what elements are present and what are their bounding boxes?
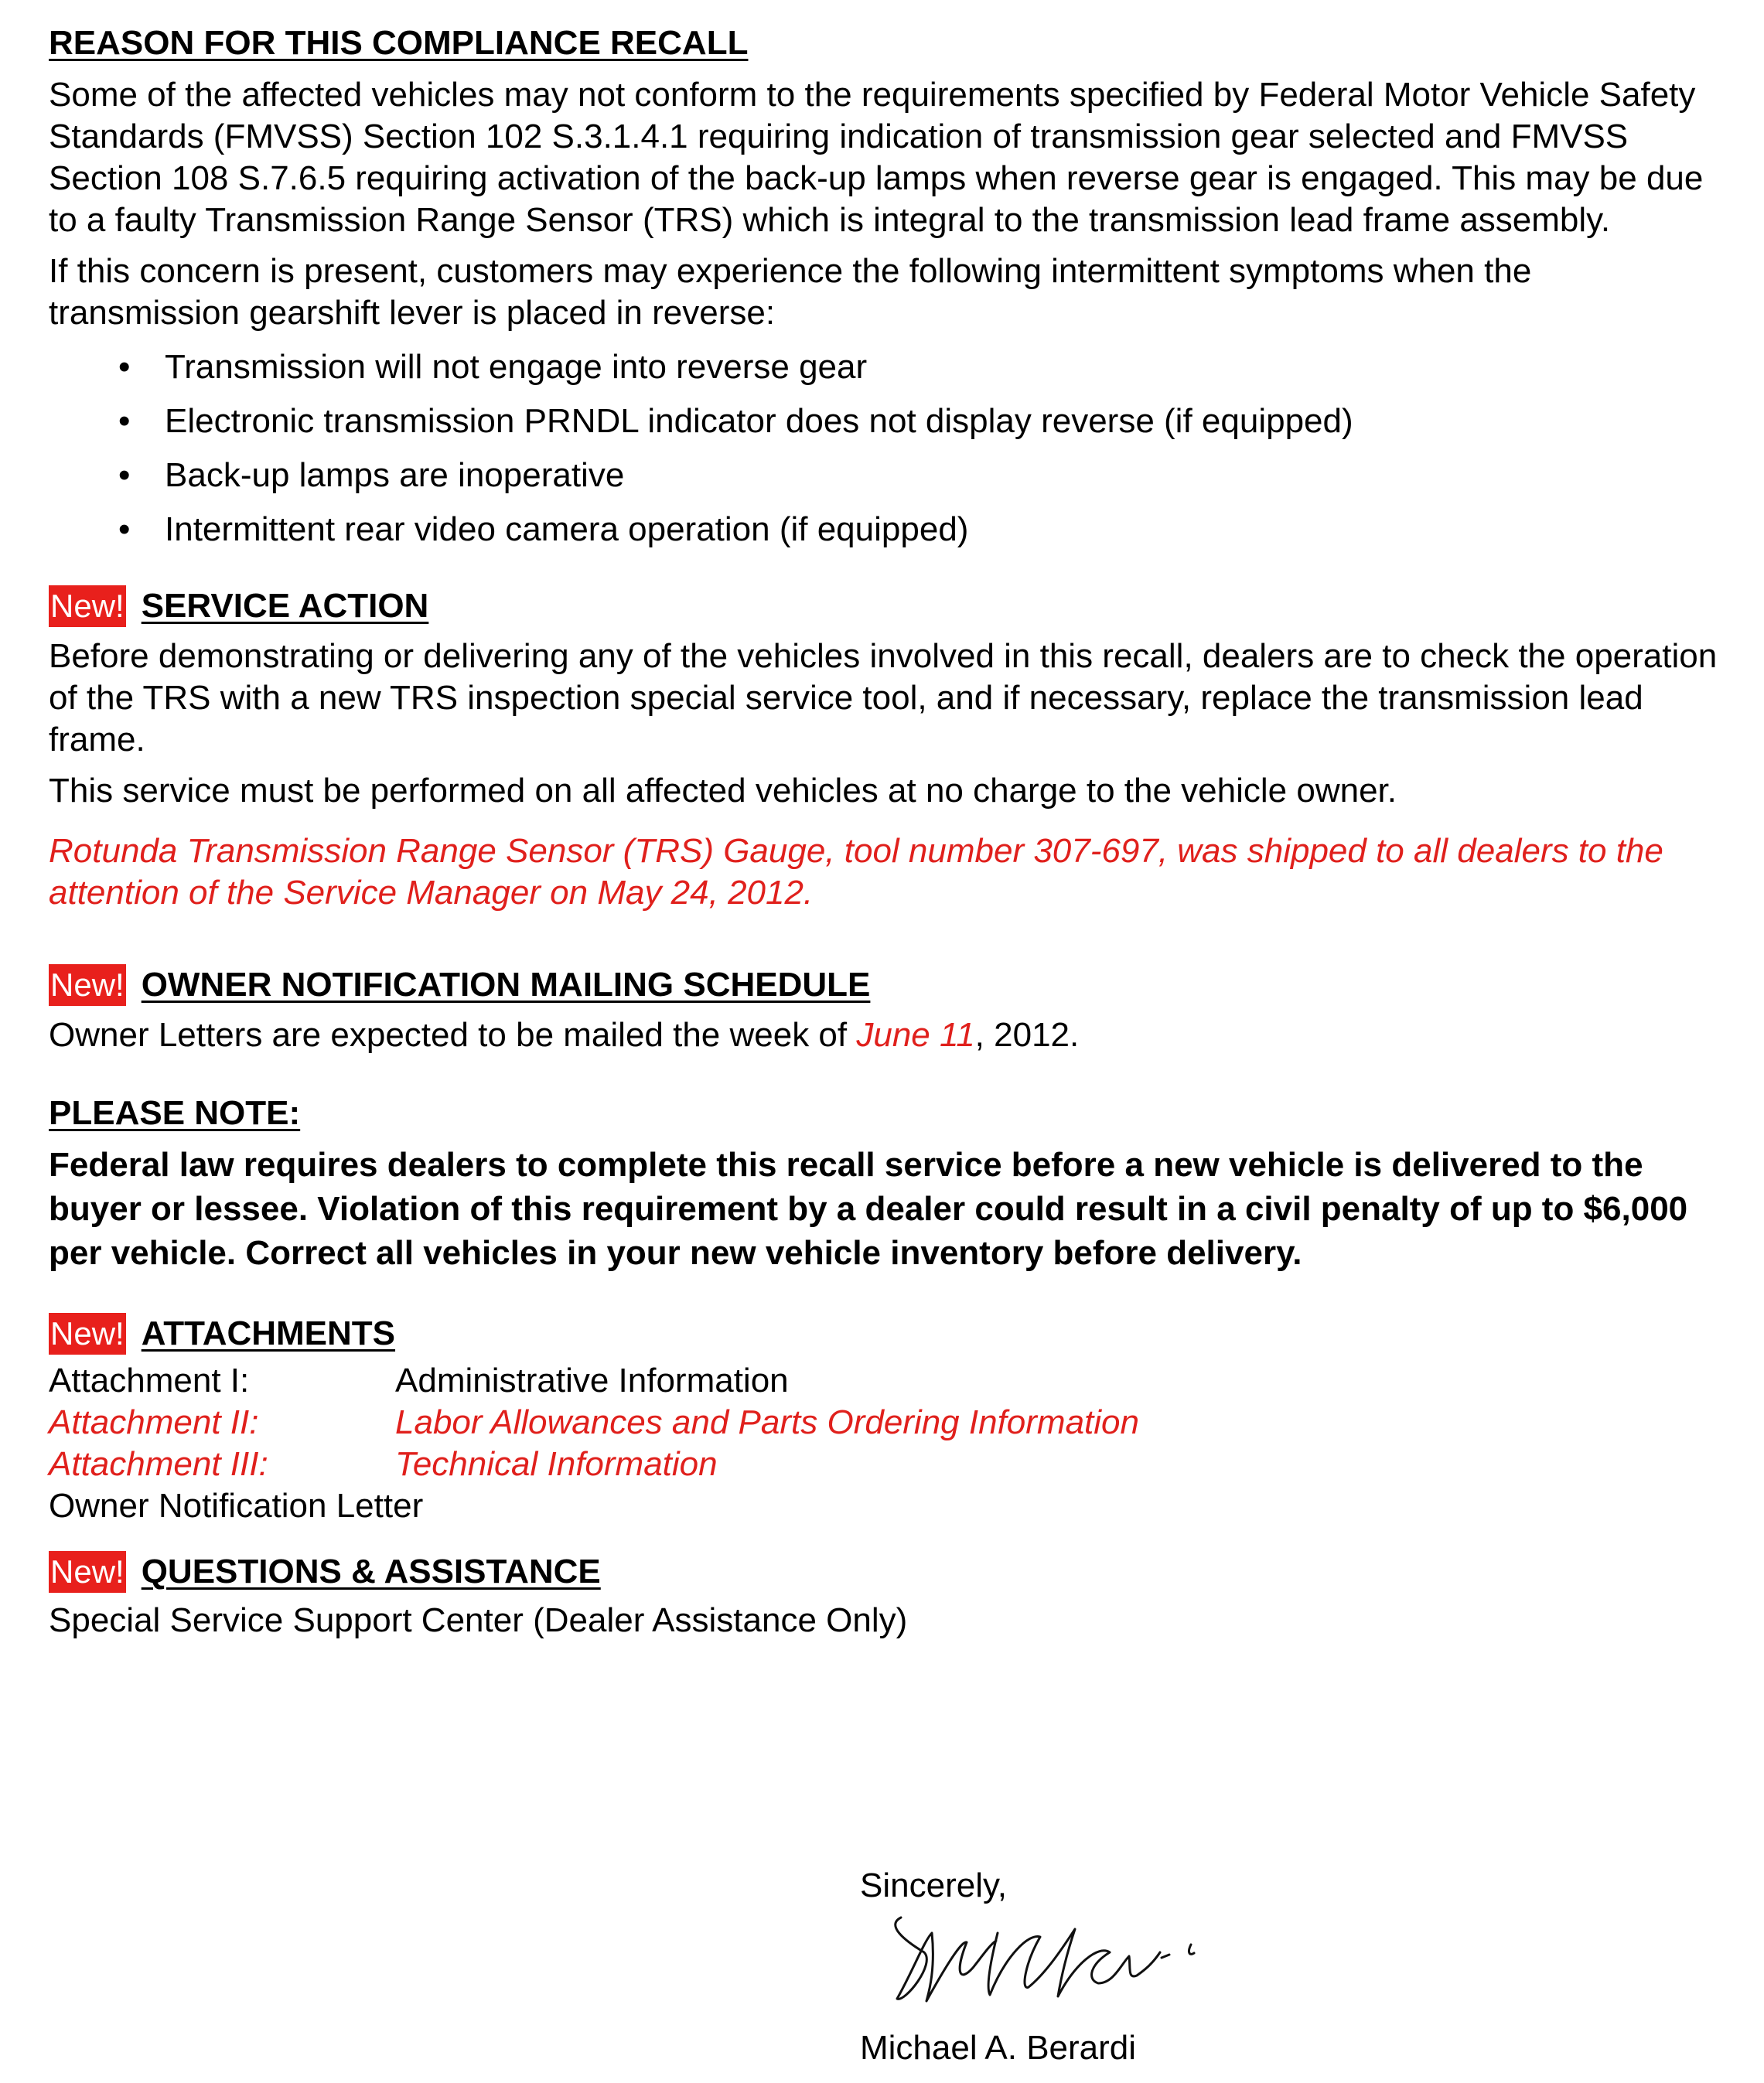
new-badge: New!: [49, 1313, 126, 1355]
owner-heading-row: [49, 963, 1727, 1007]
mailing-date: June 11: [856, 1016, 975, 1054]
reason-paragraph-2: If this concern is present, customers may experience the following intermittent symptoms when the transmission gearshift lever is placed in reverse:: [49, 252, 1532, 332]
salutation: Sincerely,: [860, 1867, 1007, 1904]
new-badge: New!: [49, 964, 126, 1006]
service-heading: SERVICE ACTION: [141, 587, 429, 625]
list-item: Attachment III: Technical Information: [49, 1445, 718, 1483]
federal-law-notice: Federal law requires dealers to complete this recall service before a new vehicle is delivered to the buyer or lessee. Violation of this requirement by a dealer could result in a civil penalty of up to $6,000 per vehicle. Correct all vehicles in your new vehicle inventory before delivery.: [49, 1146, 1688, 1272]
reason-paragraph-1: Some of the affected vehicles may not conform to the requirements specified by Federal Motor Vehicle Safety Standards (FMVSS) Section 102 S.3.1.4.1 requiring indication of transmission gear selected and FMVSS Section 108 S.7.6.5 requiring activation of the back-up lamps when reverse gear is engaged. This may be due to a faulty Transmission Range Sensor (TRS) which is integral to the transmission lead frame assembly.: [49, 76, 1704, 239]
list-item: • Back-up lamps are inoperative: [49, 455, 1727, 496]
list-item: • Transmission will not engage into reverse gear: [49, 346, 1727, 388]
service-heading-row: [49, 585, 1727, 628]
attachments-list: [49, 1360, 1727, 1527]
new-badge: New!: [49, 1551, 126, 1593]
bullet-icon: •: [118, 348, 131, 386]
service-paragraph-1: Before demonstrating or delivering any of the vehicles involved in this recall, dealers are to check the operation of the TRS with a new TRS inspection special service tool, and if necessary, replace the transmission lead frame.: [49, 637, 1718, 759]
owner-heading: OWNER NOTIFICATION MAILING SCHEDULE: [141, 966, 871, 1004]
questions-heading-row: [49, 1550, 1727, 1594]
list-item: Owner Notification Letter: [49, 1487, 424, 1525]
bullet-icon: •: [118, 456, 131, 494]
attachments-heading: ATTACHMENTS: [141, 1314, 396, 1352]
list-item: • Electronic transmission PRNDL indicator does not display reverse (if equipped): [49, 401, 1727, 442]
list-item: Attachment II: Labor Allowances and Parts Ordering Information: [49, 1403, 1139, 1441]
symptom-list: [49, 346, 1727, 551]
bullet-icon: •: [118, 402, 131, 440]
list-item: Attachment I: Administrative Information: [49, 1362, 789, 1399]
bullet-icon: •: [118, 510, 131, 548]
owner-mailing-text: Owner Letters are expected to be mailed the week of June 11, 2012.: [49, 1016, 1080, 1054]
questions-text: Special Service Support Center (Dealer Assistance Only): [49, 1601, 908, 1639]
document-page: [49, 22, 1727, 1642]
list-item: • Intermittent rear video camera operation (if equipped): [49, 509, 1727, 551]
attachments-heading-row: [49, 1312, 1727, 1355]
signer-name: Michael A. Berardi: [860, 2029, 1137, 2067]
service-paragraph-2: This service must be performed on all affected vehicles at no charge to the vehicle owner.: [49, 772, 1397, 810]
tool-shipping-note: Rotunda Transmission Range Sensor (TRS) Gauge, tool number 307-697, was shipped to all dealers to the attention of the Service Manager on May 24, 2012.: [49, 832, 1663, 912]
new-badge: New!: [49, 585, 126, 627]
reason-heading: REASON FOR THIS COMPLIANCE RECALL: [49, 24, 749, 62]
please-note-heading: PLEASE NOTE:: [49, 1094, 301, 1132]
signature-image: [882, 1910, 1237, 2010]
questions-heading: QUESTIONS & ASSISTANCE: [141, 1553, 601, 1590]
